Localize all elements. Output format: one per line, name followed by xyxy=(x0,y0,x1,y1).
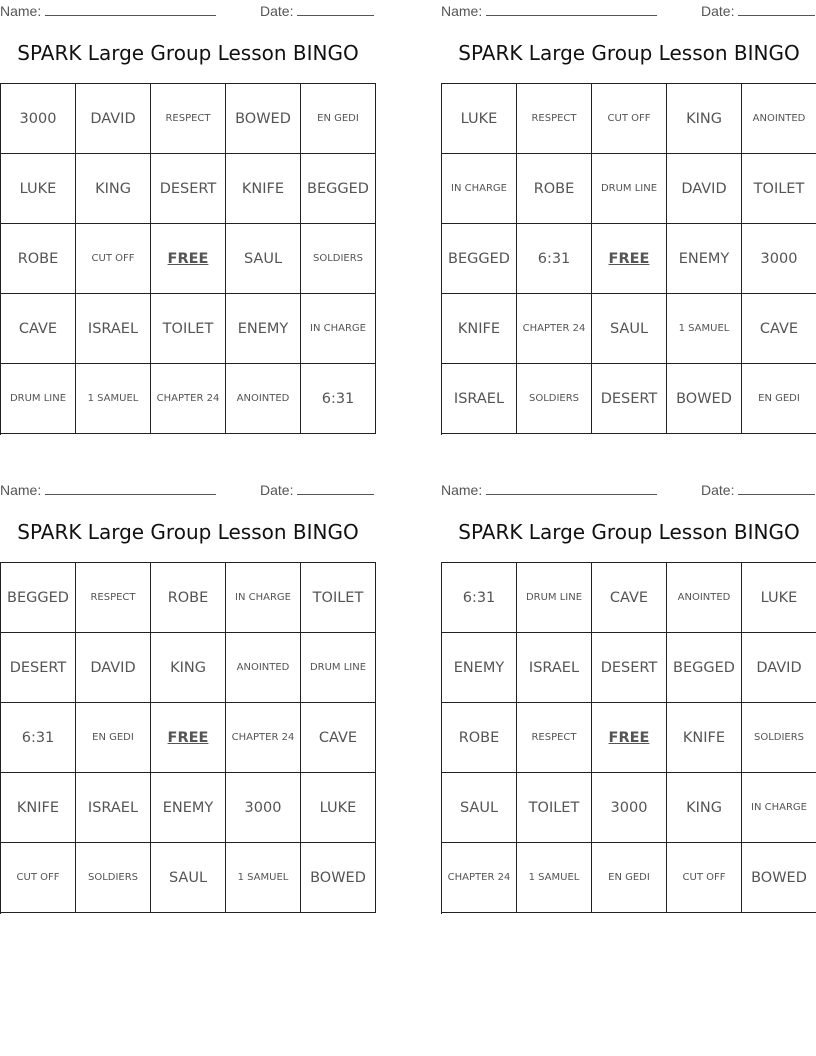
bingo-cell: RESPECT xyxy=(517,84,592,154)
bingo-cell: ISRAEL xyxy=(442,364,517,434)
bingo-cell: 3000 xyxy=(1,84,76,154)
bingo-cell: DESERT xyxy=(1,633,76,703)
bingo-grid xyxy=(441,562,816,914)
bingo-cell: BEGGED xyxy=(301,154,376,224)
name-date-row xyxy=(0,2,376,20)
bingo-cell: CAVE xyxy=(742,294,816,364)
bingo-cell: IN CHARGE xyxy=(442,154,517,224)
bingo-cell: SAUL xyxy=(592,294,667,364)
date-label: Date: xyxy=(260,3,294,19)
bingo-cell: ISRAEL xyxy=(76,773,151,843)
bingo-cell: CHAPTER 24 xyxy=(151,364,226,434)
card-title: SPARK Large Group Lesson BINGO xyxy=(17,520,359,544)
bingo-cell: ENEMY xyxy=(226,294,301,364)
date-label: Date: xyxy=(260,482,294,498)
bingo-cell: DESERT xyxy=(592,633,667,703)
name-label: Name: xyxy=(441,3,483,19)
bingo-grid xyxy=(0,83,376,435)
bingo-cell: DRUM LINE xyxy=(517,563,592,633)
bingo-cell: CUT OFF xyxy=(592,84,667,154)
bingo-cell: LUKE xyxy=(1,154,76,224)
date-blank-line xyxy=(738,2,815,16)
date-label: Date: xyxy=(701,3,735,19)
bingo-cell: 6:31 xyxy=(301,364,376,434)
bingo-card-1 xyxy=(0,0,376,434)
bingo-cell: ANOINTED xyxy=(226,633,301,703)
bingo-cell: KING xyxy=(667,773,742,843)
bingo-cell: SOLDIERS xyxy=(742,703,816,773)
bingo-cell: EN GEDI xyxy=(592,843,667,913)
date-blank-line xyxy=(738,481,815,495)
bingo-cell: ROBE xyxy=(1,224,76,294)
bingo-cell: ENEMY xyxy=(151,773,226,843)
name-label: Name: xyxy=(0,482,42,498)
bingo-card-2 xyxy=(441,0,816,434)
free-space-cell: FREE xyxy=(592,703,667,773)
date-blank-line xyxy=(297,2,374,16)
bingo-cell: CAVE xyxy=(592,563,667,633)
bingo-cell: DESERT xyxy=(592,364,667,434)
bingo-cell: SAUL xyxy=(226,224,301,294)
bingo-cell: 1 SAMUEL xyxy=(226,843,301,913)
bingo-cell: 6:31 xyxy=(1,703,76,773)
bingo-card-3 xyxy=(0,479,376,913)
bingo-cell: ENEMY xyxy=(667,224,742,294)
bingo-cell: SOLDIERS xyxy=(301,224,376,294)
free-space-cell: FREE xyxy=(151,224,226,294)
name-label: Name: xyxy=(0,3,42,19)
card-title: SPARK Large Group Lesson BINGO xyxy=(17,41,359,65)
name-field[interactable] xyxy=(441,2,657,19)
bingo-cell: DRUM LINE xyxy=(592,154,667,224)
name-date-row xyxy=(0,481,376,499)
bingo-cell: BEGGED xyxy=(667,633,742,703)
bingo-cell: RESPECT xyxy=(76,563,151,633)
bingo-cell: DAVID xyxy=(667,154,742,224)
bingo-cell: CAVE xyxy=(1,294,76,364)
bingo-cell: 1 SAMUEL xyxy=(517,843,592,913)
bingo-cell: CHAPTER 24 xyxy=(517,294,592,364)
bingo-cell: TOILET xyxy=(151,294,226,364)
bingo-cell: TOILET xyxy=(742,154,816,224)
free-space-cell: FREE xyxy=(151,703,226,773)
name-blank-line xyxy=(45,481,216,495)
bingo-cell: DAVID xyxy=(742,633,816,703)
bingo-cell: 1 SAMUEL xyxy=(667,294,742,364)
bingo-cell: DAVID xyxy=(76,633,151,703)
bingo-cell: IN CHARGE xyxy=(226,563,301,633)
bingo-cell: SAUL xyxy=(151,843,226,913)
date-blank-line xyxy=(297,481,374,495)
bingo-cell: LUKE xyxy=(742,563,816,633)
bingo-cell: DRUM LINE xyxy=(301,633,376,703)
bingo-cell: CHAPTER 24 xyxy=(226,703,301,773)
bingo-cell: ISRAEL xyxy=(76,294,151,364)
bingo-cell: KING xyxy=(151,633,226,703)
bingo-cell: CAVE xyxy=(301,703,376,773)
bingo-cell: CUT OFF xyxy=(1,843,76,913)
bingo-cell: BEGGED xyxy=(442,224,517,294)
bingo-cell: 1 SAMUEL xyxy=(76,364,151,434)
bingo-cell: ROBE xyxy=(517,154,592,224)
bingo-cell: 6:31 xyxy=(442,563,517,633)
bingo-cell: EN GEDI xyxy=(301,84,376,154)
bingo-cell: EN GEDI xyxy=(742,364,816,434)
name-field[interactable] xyxy=(0,2,216,19)
date-field[interactable] xyxy=(260,481,374,498)
bingo-cell: SOLDIERS xyxy=(76,843,151,913)
bingo-cell: 3000 xyxy=(226,773,301,843)
name-blank-line xyxy=(486,2,657,16)
bingo-cell: CUT OFF xyxy=(667,843,742,913)
bingo-cell: CUT OFF xyxy=(76,224,151,294)
bingo-cell: ANOINTED xyxy=(742,84,816,154)
bingo-grid xyxy=(441,83,816,435)
bingo-cell: SOLDIERS xyxy=(517,364,592,434)
bingo-cell: ANOINTED xyxy=(226,364,301,434)
bingo-cell: KNIFE xyxy=(667,703,742,773)
bingo-cell: KNIFE xyxy=(226,154,301,224)
bingo-cell: IN CHARGE xyxy=(301,294,376,364)
bingo-cell: BOWED xyxy=(226,84,301,154)
date-field[interactable] xyxy=(701,481,815,498)
bingo-cell: ENEMY xyxy=(442,633,517,703)
date-field[interactable] xyxy=(701,2,815,19)
bingo-cell: KNIFE xyxy=(1,773,76,843)
bingo-cell: LUKE xyxy=(442,84,517,154)
bingo-cell: ROBE xyxy=(151,563,226,633)
name-field[interactable] xyxy=(0,481,216,498)
bingo-cell: 3000 xyxy=(592,773,667,843)
name-label: Name: xyxy=(441,482,483,498)
bingo-cell: 6:31 xyxy=(517,224,592,294)
bingo-cell: ROBE xyxy=(442,703,517,773)
bingo-cell: BEGGED xyxy=(1,563,76,633)
bingo-cell: DESERT xyxy=(151,154,226,224)
bingo-cell: SAUL xyxy=(442,773,517,843)
bingo-cell: RESPECT xyxy=(151,84,226,154)
bingo-cell: BOWED xyxy=(301,843,376,913)
bingo-cell: RESPECT xyxy=(517,703,592,773)
bingo-cell: KING xyxy=(667,84,742,154)
date-label: Date: xyxy=(701,482,735,498)
bingo-cell: TOILET xyxy=(517,773,592,843)
name-blank-line xyxy=(45,2,216,16)
name-field[interactable] xyxy=(441,481,657,498)
card-title: SPARK Large Group Lesson BINGO xyxy=(458,41,800,65)
name-blank-line xyxy=(486,481,657,495)
name-date-row xyxy=(441,481,816,499)
date-field[interactable] xyxy=(260,2,374,19)
bingo-cell: ANOINTED xyxy=(667,563,742,633)
bingo-cell: TOILET xyxy=(301,563,376,633)
bingo-cell: LUKE xyxy=(301,773,376,843)
card-title: SPARK Large Group Lesson BINGO xyxy=(458,520,800,544)
bingo-cell: CHAPTER 24 xyxy=(442,843,517,913)
bingo-cell: DRUM LINE xyxy=(1,364,76,434)
name-date-row xyxy=(441,2,816,20)
bingo-cell: BOWED xyxy=(667,364,742,434)
bingo-cell: KNIFE xyxy=(442,294,517,364)
bingo-grid xyxy=(0,562,376,914)
bingo-cell: 3000 xyxy=(742,224,816,294)
bingo-cell: DAVID xyxy=(76,84,151,154)
free-space-cell: FREE xyxy=(592,224,667,294)
bingo-cell: BOWED xyxy=(742,843,816,913)
bingo-cell: IN CHARGE xyxy=(742,773,816,843)
bingo-card-4 xyxy=(441,479,816,913)
bingo-cell: KING xyxy=(76,154,151,224)
bingo-cell: EN GEDI xyxy=(76,703,151,773)
bingo-cell: ISRAEL xyxy=(517,633,592,703)
